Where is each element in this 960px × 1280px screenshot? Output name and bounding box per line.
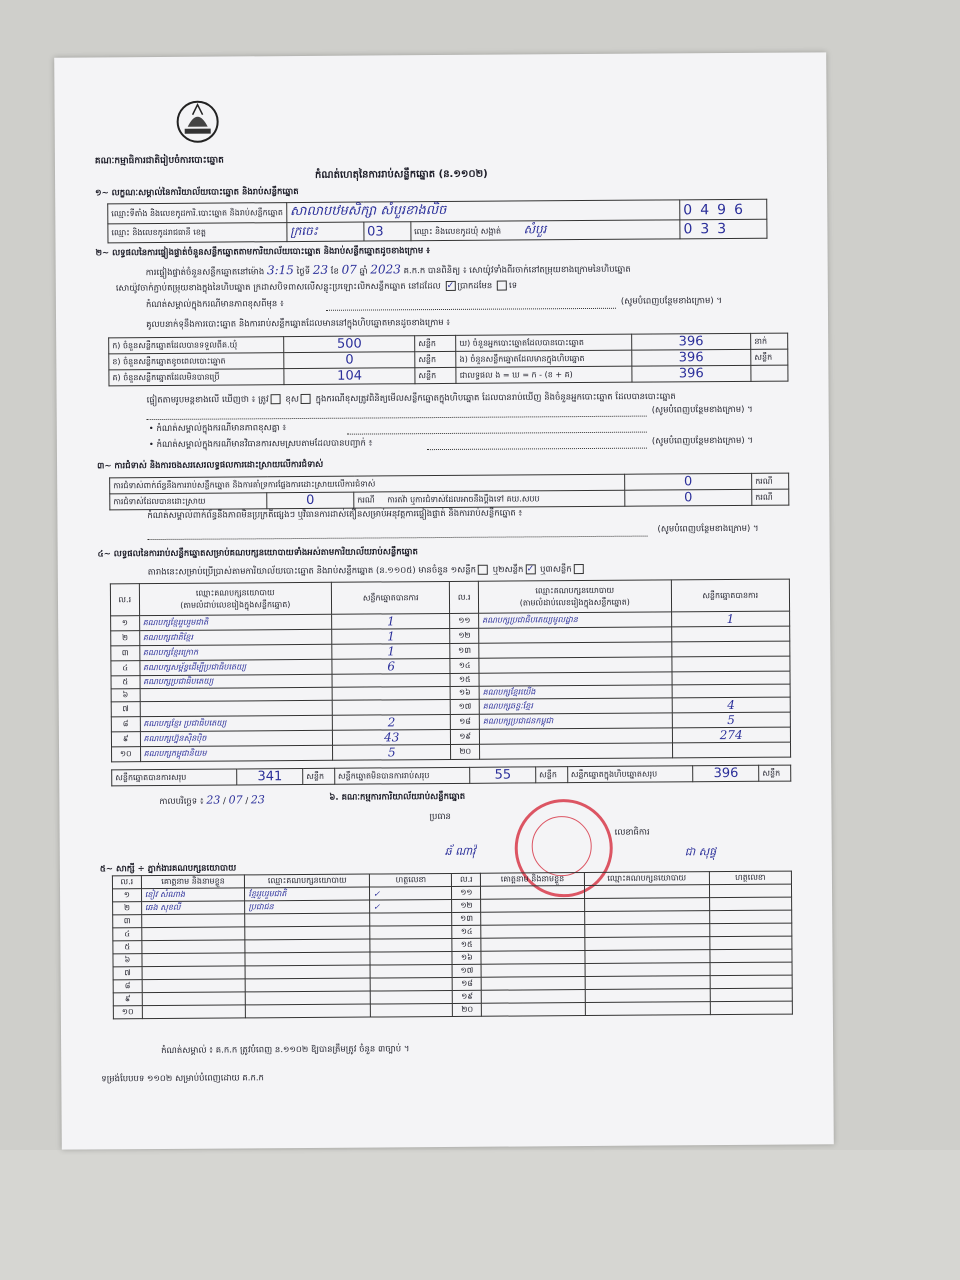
result-no: ១៦ (451, 686, 480, 699)
witness-party (584, 885, 709, 899)
witness-signature (370, 990, 452, 1004)
witness-no: ១០ (113, 1006, 142, 1019)
count-formula-label: ជាលទ្ធផល ង = ឃ = ក - (ខ + គ) (456, 366, 631, 383)
results-col-votes-2: សន្លឹកឆ្នោតបានការ (671, 579, 790, 612)
witness-no: ១៣ (452, 912, 481, 925)
table-surface (0, 1150, 960, 1280)
witness-no: ១៦ (452, 951, 481, 964)
section1-heading: ១~ លក្ខណៈសម្គាល់នៃការិយាល័យបោះឆ្នោត និងរាប់សន្លឹកឆ្នោត (95, 187, 299, 199)
irregularity-note: កំណត់សម្គាល់ពាក់ព័ន្ធនឹងភាពមិនប្រក្រតីផ្សេងៗ ឬវិធានការដាស់តឿនសម្រាប់អនុវត្តការផ្ទៀងផ្ទាត់ និងការរាប់សន្លឹកឆ្នោត ៖ (147, 508, 523, 522)
witness-col-no-2: ល.រ (452, 873, 481, 886)
witness-name (482, 1003, 586, 1017)
province-label: ឈ្មោះ និងលេខកូដរាជធានី ខេត្ត (108, 223, 287, 243)
results-table (110, 579, 791, 763)
formula-check: ផ្ទៀតតាមរូបមន្តខាងលើ ឃើញថា ៖ ត្រូវ ខុស ក្នុងករណីខុសត្រូវពិនិត្យមើលសន្លឹកឆ្នោតក្នុងហិបឆ្នោត ដែលបានរាប់ឃើញ និងចំនួនអ្នកបោះឆ្នោត ដែលបានបោះឆ្នោត (146, 391, 676, 406)
witness-party (245, 939, 370, 953)
witness-no: ៤ (113, 928, 142, 941)
result-party (480, 743, 673, 759)
witness-signature (709, 923, 791, 937)
witness-signature (710, 1001, 792, 1015)
result-party (479, 657, 672, 673)
witness-signature (709, 897, 791, 911)
result-party (479, 672, 672, 686)
result-party (140, 687, 333, 701)
diff-note-label: កំណត់សម្គាល់ក្នុងករណីមានភាពខុសពីមុន ៖ (145, 299, 284, 311)
witness-signature (709, 884, 791, 898)
date-day: 23 (206, 793, 221, 807)
counts-intro: គូលបនាក់ទុនឹងការបោះឆ្នោត និងការរាប់សន្លឹកឆ្នោតដែលមាននៅក្នុងហិបឆ្នោតមានដូចខាងក្រោម ៖ (146, 317, 451, 331)
count-d-unit: នាក់ (751, 333, 788, 349)
appeal-value: 0 (625, 489, 752, 506)
witness-no: ៨ (113, 980, 142, 993)
witness-name (481, 951, 585, 965)
witness-signature (710, 988, 792, 1002)
bullet-2-line (427, 448, 647, 451)
verify-line: ការផ្ទៀងផ្ទាត់ចំនួនសន្លឹកឆ្នោតនៅម៉ោង 3:15 ថ្ងៃទី 23 ខែ 07 ឆ្នាំ 2023 គ.ក.ក បានពិនិត្យ ៖ សោយ៉ូវទាំងពីរចាក់នៅតម្រុយខាងក្រោមនៃហិបឆ្នោត (145, 262, 631, 279)
witness-name: ខៀវ សំណាង (141, 888, 245, 902)
result-votes (671, 626, 790, 642)
one-sheet-checkbox[interactable] (478, 565, 488, 575)
formula-correct-checkbox[interactable] (271, 394, 281, 404)
objection-count-value: 0 (625, 473, 752, 490)
witness-signature (370, 977, 452, 991)
result-no: ៩ (111, 732, 140, 747)
witness-party (585, 950, 710, 964)
chair-signature: ឆ័ ណាវ៉ុ (444, 844, 476, 859)
result-votes: 1 (332, 643, 451, 659)
objections-table (109, 473, 789, 511)
count-e-value: 396 (631, 349, 751, 366)
witness-signature (370, 912, 452, 926)
witness-name (142, 927, 246, 941)
witness-name (481, 912, 585, 926)
diff-note-line (326, 308, 616, 311)
total-box-unit: សន្លឹក (759, 765, 791, 781)
results-col-no: ល.រ (110, 584, 139, 616)
witness-table (112, 871, 793, 1020)
count-a-value: 500 (284, 336, 415, 353)
result-no: ៣ (111, 646, 140, 661)
witness-col-name-2: គោត្តនាម និងនាមខ្លួន (481, 873, 585, 887)
witness-party: ប្រជាជន (245, 900, 370, 914)
result-votes: 5 (672, 712, 791, 728)
result-no: ២ (111, 631, 140, 646)
witness-col-party-2: ឈ្មោះគណបក្សនយោបាយ (584, 872, 709, 886)
witness-name (481, 990, 585, 1004)
result-no: ៧ (111, 702, 140, 717)
result-votes: 1 (332, 628, 451, 644)
count-e-label: ង) ចំនួនសន្លឹកឆ្នោតដែលមានក្នុងហិបឆ្នោត (456, 350, 631, 367)
witness-col-party: ឈ្មោះគណបក្សនយោបាយ (245, 874, 370, 888)
seal-no-checkbox[interactable] (497, 281, 507, 291)
result-no: ១១ (450, 613, 479, 628)
witness-signature (710, 975, 792, 989)
province-code: 03 (364, 222, 411, 241)
witness-col-sig-2: ហត្ថលេខា (709, 871, 791, 885)
page-title: កំណត់ហេតុនៃការរាប់សន្លឹកឆ្នោត (ន.១១០២) (314, 168, 488, 181)
witness-party (245, 952, 370, 966)
result-no: ៨ (111, 717, 140, 732)
count-c-label: គ) ចំនួនសន្លឹកឆ្នោតដែលមិនបានប្រើ (109, 369, 284, 386)
appeal-cell (354, 490, 625, 508)
result-no: ២០ (451, 744, 480, 759)
formula-explain-end: (សូមបំពេញបន្ថែមខាងក្រោម) ។ (651, 404, 753, 416)
formula-wrong-checkbox[interactable] (301, 394, 311, 404)
results-col-party-2: ឈ្មោះគណបក្សនយោបាយ (តាមលំដាប់លេខរៀងក្នុងសន្លឹកឆ្នោត) (478, 580, 671, 613)
org-name: គណៈកម្មាធិការជាតិរៀបចំការបោះឆ្នោត (94, 155, 224, 167)
witness-signature (370, 938, 452, 952)
result-votes: 5 (333, 744, 452, 760)
commune-label: ឈ្មោះ និងលេខកូដឃុំ សង្កាត់ (414, 226, 502, 237)
result-no: ១៩ (451, 729, 480, 744)
date-month: 07 (228, 793, 243, 807)
result-no: ១៥ (450, 673, 479, 686)
witness-party (246, 1004, 371, 1018)
station-code: 0496 (680, 199, 767, 220)
result-party: គណបក្សខ្មែរយើង (479, 685, 672, 699)
bullet-2: • កំណត់សម្គាល់ក្នុងករណីមានវិធានការសមស្របតាមដែលបានបញ្ជាក់ ៖ (148, 438, 373, 451)
count-formula-unit (751, 365, 788, 381)
verify-time: 3:15 (266, 263, 294, 278)
witness-party: ខ្មែររួបរួមជាតិ (245, 887, 370, 901)
result-votes (672, 742, 791, 758)
resolved-value: 0 (306, 492, 315, 508)
witness-name (142, 940, 246, 954)
committee-label: ៦. គណៈកម្មការការិយាល័យរាប់សន្លឹកឆ្នោត (329, 791, 466, 803)
witness-name (481, 886, 585, 900)
result-party: គណបក្សសម្ព័ន្ធដើម្បីប្រជាធិបតេយ្យ (139, 659, 332, 675)
form-footer: ទម្រង់បែបបទ ១១០២ សម្រាប់បំពេញដោយ គ.ក.ក (101, 1073, 264, 1085)
witness-no: ១៨ (453, 977, 482, 990)
result-votes (672, 671, 791, 685)
result-votes: 4 (672, 697, 791, 713)
result-party: គណបក្សកម្ពុជានិយម (140, 745, 333, 761)
result-party: គណបក្សជាតិខ្មែរ (139, 629, 332, 645)
result-votes: 2 (332, 714, 451, 730)
result-no: ១០ (112, 747, 141, 762)
witness-no: ២០ (453, 1003, 482, 1016)
result-no: ១ (111, 616, 140, 631)
final-note: កំណត់សម្គាល់ ៖ គ.ក.ក ត្រូវបំពេញ ន.១១០២ ឱ្យបានត្រឹមត្រូវ ចំនួន ៣ច្បាប់ ។ (161, 1044, 410, 1056)
result-votes: 43 (332, 729, 451, 745)
result-no: ៦ (111, 689, 140, 702)
result-no: ១៣ (450, 643, 479, 658)
results-col-votes: សន្លឹកឆ្នោតបានការ (331, 581, 450, 614)
witness-col-sig: ហត្ថលេខា (370, 873, 452, 887)
result-votes (332, 699, 451, 715)
section2-heading: ២~ លទ្ធផលនៃការផ្ទៀងផ្ទាត់ចំនួនសន្លឹកឆ្នោតតាមការិយាល័យបោះឆ្នោត និងរាប់សន្លឹកឆ្នោតដូចខាងក្រោម ៖ (95, 246, 431, 259)
total-valid-unit: សន្លឹក (303, 768, 335, 784)
results-col-no-2: ល.រ (450, 581, 479, 613)
witness-signature (371, 1003, 453, 1017)
station-value: សាលាបឋមសិក្សា សំបួរខាងលិច (286, 200, 679, 223)
result-no: ៤ (111, 661, 140, 676)
bullet-end: (សូមបំពេញបន្ថែមខាងក្រោម) ។ (651, 435, 754, 447)
appeal-unit: ករណី (752, 489, 789, 505)
witness-signature (370, 925, 452, 939)
count-a-unit: សន្លឹក (415, 335, 456, 351)
result-party (479, 642, 672, 658)
witness-party (245, 926, 370, 940)
witness-name (481, 964, 585, 978)
witness-party (585, 976, 710, 990)
total-invalid-label: សន្លឹកឆ្នោតមិនបានការរាប់សរុប (334, 767, 470, 784)
count-c-value: 104 (284, 368, 415, 385)
witness-name (481, 925, 585, 939)
witness-party (585, 924, 710, 938)
commune-value: សំបួរ (523, 222, 547, 237)
count-b-label: ខ) ចំនួនសន្លឹកឆ្នោតខូចពេលបោះឆ្នោត (109, 353, 284, 370)
section3-heading: ៣~ ការជំទាស់ និងការចងសរសេរលទ្ធផលការដោះស្រាយលើការជំទាស់ (97, 459, 324, 472)
witness-name (142, 953, 246, 967)
total-valid-value: 341 (237, 768, 303, 784)
verify-year: 2023 (370, 262, 401, 277)
resolved-cell (267, 492, 354, 509)
witness-no: ៧ (113, 967, 142, 980)
nec-logo-icon (172, 97, 222, 147)
counts-table (108, 333, 788, 387)
province-value: ក្រចេះ (287, 222, 364, 242)
witness-signature (709, 910, 791, 924)
seal-line: សោយ៉ូវចាក់ភ្ជាប់តម្រុយខាងក្នុងនៃហិបឆ្នោត ក្រដាសបិទពាសលើសន្លូះប្រឡោះលិកសន្លឹកឆ្នោត នៅដដែល ✓ ប្រាកដមែន ទេ (115, 280, 518, 294)
witness-signature (370, 964, 452, 978)
witness-signature: ✓ (370, 899, 452, 913)
witness-no: ១២ (452, 899, 481, 912)
witness-signature: ✓ (370, 886, 452, 900)
witness-no: ១៧ (453, 964, 482, 977)
date-line: កាលបរិច្ឆេទ ៖ 23 / 07 / 23 (159, 793, 265, 807)
secretary-signature: ជា សុផ្វុ (684, 845, 717, 859)
verify-day: 23 (312, 262, 329, 277)
result-party: គណបក្សខ្មែរ ប្រជាធិបតេយ្យ (140, 715, 333, 731)
verify-month: 07 (341, 262, 357, 277)
section4-heading: ៤~ លទ្ធផលនៃការរាប់សន្លឹកឆ្នោតសម្រាប់គណបក្សនយោបាយទាំងអស់តាមការិយាល័យរាប់សន្លឹកឆ្នោត (97, 547, 418, 560)
result-party: គណបក្សខ្មែររួបរួមជាតិ (139, 614, 332, 630)
witness-no: ៩ (113, 993, 142, 1006)
result-votes: 1 (332, 613, 451, 629)
total-box-label: សន្លឹកឆ្នោតក្នុងហិបឆ្នោតសរុប (567, 766, 693, 783)
date-year: 23 (250, 793, 265, 807)
witness-name (142, 966, 246, 980)
commune-code: 033 (680, 219, 767, 239)
results-totals (111, 765, 791, 787)
total-box-value: 396 (693, 765, 759, 781)
result-votes: 1 (671, 611, 790, 627)
witness-party (584, 898, 709, 912)
result-no: ១៧ (451, 699, 480, 714)
result-no: ១៤ (450, 658, 479, 673)
result-votes: 274 (672, 727, 791, 743)
result-no: ៥ (111, 676, 140, 689)
formula-explain-line (147, 416, 647, 420)
objection-count-unit: ករណី (752, 473, 789, 489)
result-party: គណបក្សប្រជាជនកម្ពុជា (479, 713, 672, 729)
witness-name (142, 992, 246, 1006)
diff-note-end: (សូមបំពេញបន្ថែមខាងក្រោម) ។ (620, 296, 723, 307)
witness-signature (710, 949, 792, 963)
result-party (140, 700, 333, 716)
bullet-1: • កំណត់សម្គាល់ក្នុងករណីមានភាពខុសគ្នា ៖ (148, 423, 287, 435)
result-party: គណបក្សប្រជាធិបតេយ្យ (140, 674, 333, 688)
result-party: គណបក្សប្រជាធិបតេយ្យមូលដ្ឋាន (479, 612, 672, 628)
witness-party (246, 991, 371, 1005)
witness-no: ២ (113, 902, 142, 915)
witness-signature (710, 962, 792, 976)
witness-party (245, 965, 370, 979)
witness-no: ៦ (113, 954, 142, 967)
objection-count-label: ការជំទាស់ពាក់ព័ន្ធនឹងការរាប់សន្លឹកឆ្នោត និងការគាំទ្រការផ្លែងការដោះស្រាយលើការជំទាស់ (110, 474, 625, 494)
result-votes (671, 641, 790, 657)
appeal-label: ការតវ៉ា ឬការជំទាស់ដែលអាចនឹងប្តឹងទៅ គឃ.សបប (387, 493, 540, 504)
station-table (107, 199, 767, 244)
result-votes (332, 673, 451, 687)
result-votes (671, 656, 790, 672)
witness-col-no: ល.រ (112, 876, 141, 889)
result-no: ១២ (450, 628, 479, 643)
witness-no: ១ (113, 889, 142, 902)
witness-name (142, 1005, 246, 1019)
witness-name: ឆេង សុខលី (141, 901, 245, 915)
total-valid-label: សន្លឹកឆ្នោតបានការសរុប (112, 769, 237, 786)
resolved-label: ការជំទាស់ដែលបានដោះស្រាយ (110, 493, 267, 510)
count-b-unit: សន្លឹក (415, 351, 456, 367)
witness-no: ៣ (113, 915, 142, 928)
secretary-label: លេខាធិការ (614, 827, 650, 838)
result-votes (672, 684, 791, 698)
result-party (479, 627, 672, 643)
count-formula-value: 396 (631, 365, 751, 382)
result-party: គណបក្សខ្មែរក្រោក (139, 644, 332, 660)
total-invalid-value: 55 (470, 767, 536, 783)
witness-no: ១៩ (453, 990, 482, 1003)
total-invalid-unit: សន្លឹក (536, 767, 568, 783)
witness-party (585, 989, 710, 1003)
count-c-unit: សន្លឹក (415, 367, 456, 383)
witness-name (481, 938, 585, 952)
witness-party (245, 978, 370, 992)
bullet-1-line (347, 432, 647, 435)
count-a-label: ក) ចំនួនសន្លឹកឆ្នោតដែលបានទទួលពីគ.ឃុំ (109, 337, 284, 354)
witness-no: ៥ (113, 941, 142, 954)
result-no: ១៨ (451, 714, 480, 729)
witness-no: ១១ (452, 886, 481, 899)
witness-no: ១៥ (452, 938, 481, 951)
witness-party (585, 963, 710, 977)
result-votes (332, 686, 451, 700)
witness-signature (370, 951, 452, 965)
witness-party (245, 913, 370, 927)
witness-party (585, 1002, 710, 1016)
witness-signature (710, 936, 792, 950)
commune-cell (411, 220, 680, 241)
witness-name (142, 979, 246, 993)
witness-name (481, 899, 585, 913)
three-sheet-checkbox[interactable] (574, 564, 584, 574)
witness-col-name: គោត្តនាម និងនាមខ្លួន (141, 875, 245, 889)
form-sheet (54, 52, 834, 1149)
witness-name (141, 914, 245, 928)
count-d-value: 396 (631, 333, 751, 350)
result-party (479, 728, 672, 744)
two-sheet-checkbox[interactable]: ✓ (526, 564, 535, 575)
sheets-line: តារាងនេះសម្រាប់ប្រើប្រាស់តាមការិយាល័យបោះឆ្នោត និងរាប់សន្លឹកឆ្នោត (ន.១១០៥) មានចំនួន ១សន្លឹក ឬ២សន្លឹក ✓ ឬ៣សន្លឹក (148, 564, 586, 578)
witness-no: ១៤ (452, 925, 481, 938)
chair-label: ប្រធាន (429, 811, 451, 823)
count-d-label: ឃ) ចំនួនអ្នកបោះឆ្នោតដែលបានបោះឆ្នោត (456, 334, 631, 351)
results-col-party: ឈ្មោះគណបក្សនយោបាយ (តាមលំដាប់លេខរៀងក្នុងសន្លឹកឆ្នោត) (139, 582, 332, 615)
witness-name (481, 977, 585, 991)
resolved-unit: ករណី (357, 494, 375, 505)
seal-yes-checkbox[interactable]: ✓ (446, 280, 455, 291)
irregularity-end: (សូមបំពេញបន្ថែមខាងក្រោម) ។ (657, 523, 759, 535)
result-party: គណបក្សហ្វ៊ុនស៊ិនប៉ិច (140, 730, 333, 746)
count-e-unit: សន្លឹក (751, 349, 788, 365)
irregularity-line (148, 536, 648, 540)
count-b-value: 0 (284, 352, 415, 369)
section5-heading: ៥~ សាក្សី ÷ ភ្នាក់ងារគណបក្សនយោបាយ (99, 863, 237, 875)
witness-party (585, 937, 710, 951)
station-label: ឈ្មោះទីតាំង និងលេខកូដការិ.បោះឆ្នោត និងរាប់សន្លឹកឆ្នោត (108, 203, 287, 224)
result-votes: 6 (332, 658, 451, 674)
result-party: គណបក្សឆន្ទៈខ្មែរ (479, 698, 672, 714)
witness-party (584, 911, 709, 925)
